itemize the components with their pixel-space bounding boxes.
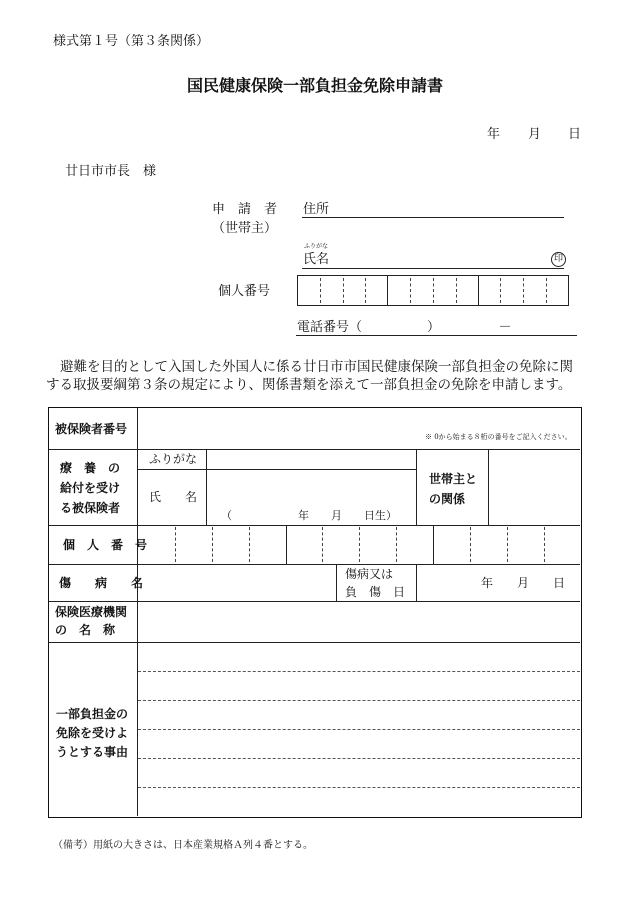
recipient-name-field[interactable] (208, 471, 414, 507)
footnote: （備考）用紙の大きさは、日本産業規格Ａ列４番とする。 (53, 840, 313, 851)
recipient-label-1: 療 養 の (60, 461, 121, 475)
address-field[interactable] (302, 217, 564, 218)
furigana-field[interactable] (208, 451, 414, 468)
medical-institution-label-1: 保険医療機関 (55, 605, 128, 619)
reason-label-3: うとする事由 (56, 745, 129, 759)
my-number-field[interactable] (297, 275, 569, 306)
furigana-small-label: ふりがな (304, 243, 329, 250)
reason-label-2: 免除を受けよ (56, 726, 129, 740)
relation-label-1: 世帯主と (429, 472, 478, 486)
personal-number-label: 個 人 番 号 (63, 538, 148, 552)
applicant-sub-label: （世帯主） (212, 221, 278, 236)
statement-line-1: 避難を目的として入国した外国人に係る廿日市市国民健康保険一部負担金の免除に関 (60, 359, 573, 375)
address-label: 住所 (303, 202, 330, 217)
phone-field[interactable] (296, 335, 577, 336)
date-day-label: 日 (568, 127, 582, 142)
phone-label: 電話番号（ ） － (297, 320, 512, 335)
reason-field[interactable] (139, 644, 579, 814)
injury-date-label-1: 傷病又は (345, 567, 394, 581)
recipient-label-2: 給付を受け (60, 481, 121, 495)
relation-label-2: の関係 (429, 492, 466, 506)
date-year-label: 年 (487, 127, 501, 142)
date-month-label: 月 (528, 127, 542, 142)
disease-label: 傷 病 名 (59, 576, 144, 590)
name-field[interactable] (302, 268, 564, 269)
injury-date-label-2: 負 傷 日 (345, 585, 406, 599)
addressee: 廿日市市長 様 (65, 164, 157, 179)
furigana-label: ふりがな (149, 452, 198, 466)
injury-date-value: 年 月 日 (481, 576, 566, 590)
statement-line-2: する取扱要綱第３条の規定により、関係書類を添えて一部負担金の免除を申請します。 (46, 377, 572, 393)
application-table (48, 407, 582, 818)
reason-label-1: 一部負担金の (56, 707, 129, 721)
name-label: 氏名 (303, 252, 330, 267)
recipient-label-3: る被保険者 (60, 501, 121, 515)
seal-mark: 印 (551, 252, 566, 267)
birth-date-line: （ 年 月 日生） (221, 509, 397, 522)
applicant-label: 申 請 者 (212, 202, 278, 217)
relation-field[interactable] (490, 451, 579, 523)
insured-number-label: 被保険者番号 (55, 422, 128, 436)
my-number-label: 個人番号 (218, 284, 271, 299)
insured-number-note: ※ 0から始まる８桁の番号をご記入ください。 (425, 433, 572, 441)
personal-number-field[interactable] (139, 527, 579, 562)
recipient-name-label: 氏 名 (149, 490, 198, 504)
form-number: 様式第１号（第３条関係） (53, 34, 210, 49)
injury-date-field[interactable] (418, 566, 579, 599)
insured-number-field[interactable] (139, 410, 579, 432)
medical-institution-label-2: の 名 称 (55, 623, 116, 637)
form-title: 国民健康保険一部負担金免除申請書 (186, 76, 443, 95)
disease-field[interactable] (139, 566, 334, 599)
medical-institution-field[interactable] (139, 603, 579, 640)
